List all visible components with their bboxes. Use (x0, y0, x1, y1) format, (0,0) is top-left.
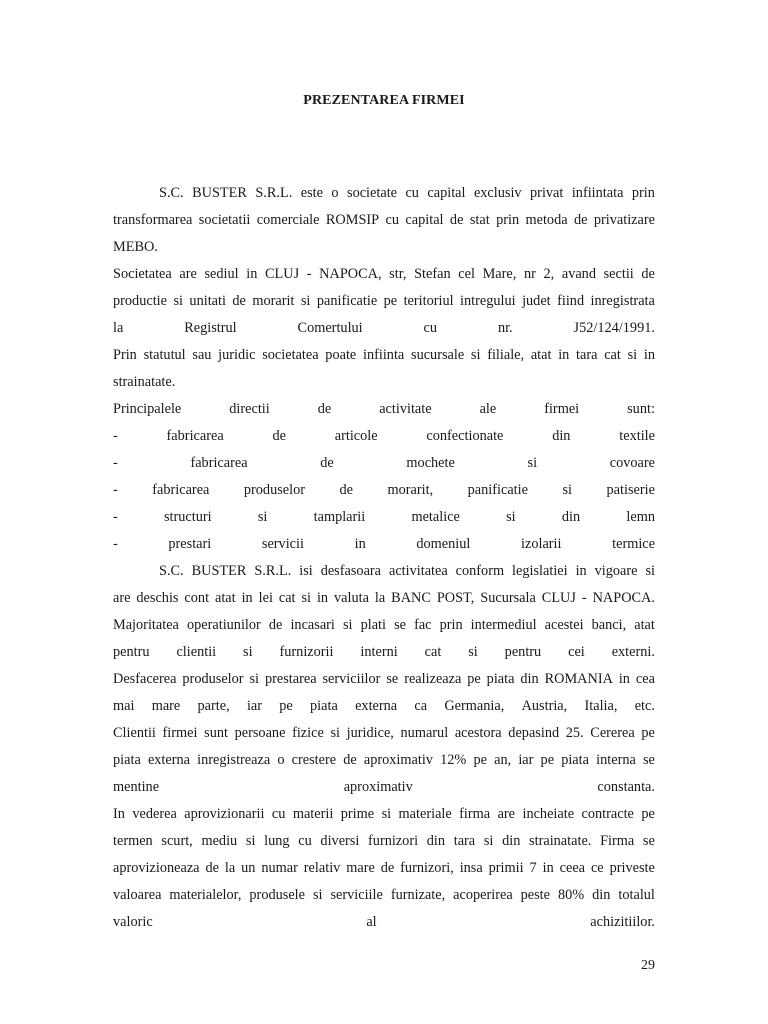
text-line: strainatate. (113, 374, 176, 390)
text-line: In vederea aprovizionarii cu materii prime si materiale firma are incheiate contracte pe (113, 806, 655, 822)
list-item: - fabricarea de mochete si covoare (113, 455, 655, 471)
page-number: 29 (641, 958, 655, 973)
text-line: piata externa inregistreaza o crestere de aproximativ 12% pe an, iar pe piata interna se (113, 752, 655, 768)
text-line: aprovizioneaza de la un numar relativ mare de furnizori, insa primii 7 in ceea ce priveste (113, 860, 655, 876)
text-line: Principalele directii de activitate ale firmei sunt: (113, 401, 655, 417)
text-line: termen scurt, mediu si lung cu diversi furnizori din tara si din strainatate. Firma se (113, 833, 655, 849)
text-line: valoarea materialelor, produsele si serviciile furnizate, acoperirea peste 80% din totalul (113, 887, 655, 903)
text-line: valoric al achizitiilor. (113, 914, 655, 930)
text-line: MEBO. (113, 239, 158, 255)
text-line: Clientii firmei sunt persoane fizice si juridice, numarul acestora depasind 25. Cererea pe (113, 725, 655, 741)
list-item: - fabricarea de articole confectionate din textile (113, 428, 655, 444)
text-line: are deschis cont atat in lei cat si in valuta la BANC POST, Sucursala CLUJ - NAPOCA. (113, 590, 655, 606)
list-item: - prestari servicii in domeniul izolarii termice (113, 536, 655, 552)
text-line: productie si unitati de morarit si panificatie pe teritoriul intregului judet fiind inregistrata (113, 293, 655, 309)
page-title: PREZENTAREA FIRMEI (303, 93, 465, 108)
text-line: la Registrul Comertului cu nr. J52/124/1991. (113, 320, 655, 336)
text-line: pentru clientii si furnizorii interni cat si pentru cei externi. (113, 644, 655, 660)
text-line: mai mare parte, iar pe piata externa ca Germania, Austria, Italia, etc. (113, 698, 655, 714)
text-line: transformarea societatii comerciale ROMSIP cu capital de stat prin metoda de privatizare (113, 212, 655, 228)
list-item: - structuri si tamplarii metalice si din lemn (113, 509, 655, 525)
document-body (113, 180, 655, 936)
text-line: Societatea are sediul in CLUJ - NAPOCA, str, Stefan cel Mare, nr 2, avand sectii de (113, 266, 655, 282)
list-item: - fabricarea produselor de morarit, panificatie si patiserie (113, 482, 655, 498)
text-line: S.C. BUSTER S.R.L. isi desfasoara activitatea conform legislatiei in vigoare si (159, 563, 655, 579)
text-line: Majoritatea operatiunilor de incasari si plati se fac prin intermediul acestei banci, atat (113, 617, 655, 633)
text-line: mentine aproximativ constanta. (113, 779, 655, 795)
text-line: Desfacerea produselor si prestarea serviciilor se realizeaza pe piata din ROMANIA in cea (113, 671, 655, 687)
text-line: Prin statutul sau juridic societatea poate infiinta sucursale si filiale, atat in tara cat si in (113, 347, 655, 363)
text-line: S.C. BUSTER S.R.L. este o societate cu capital exclusiv privat infiintata prin (159, 185, 655, 201)
